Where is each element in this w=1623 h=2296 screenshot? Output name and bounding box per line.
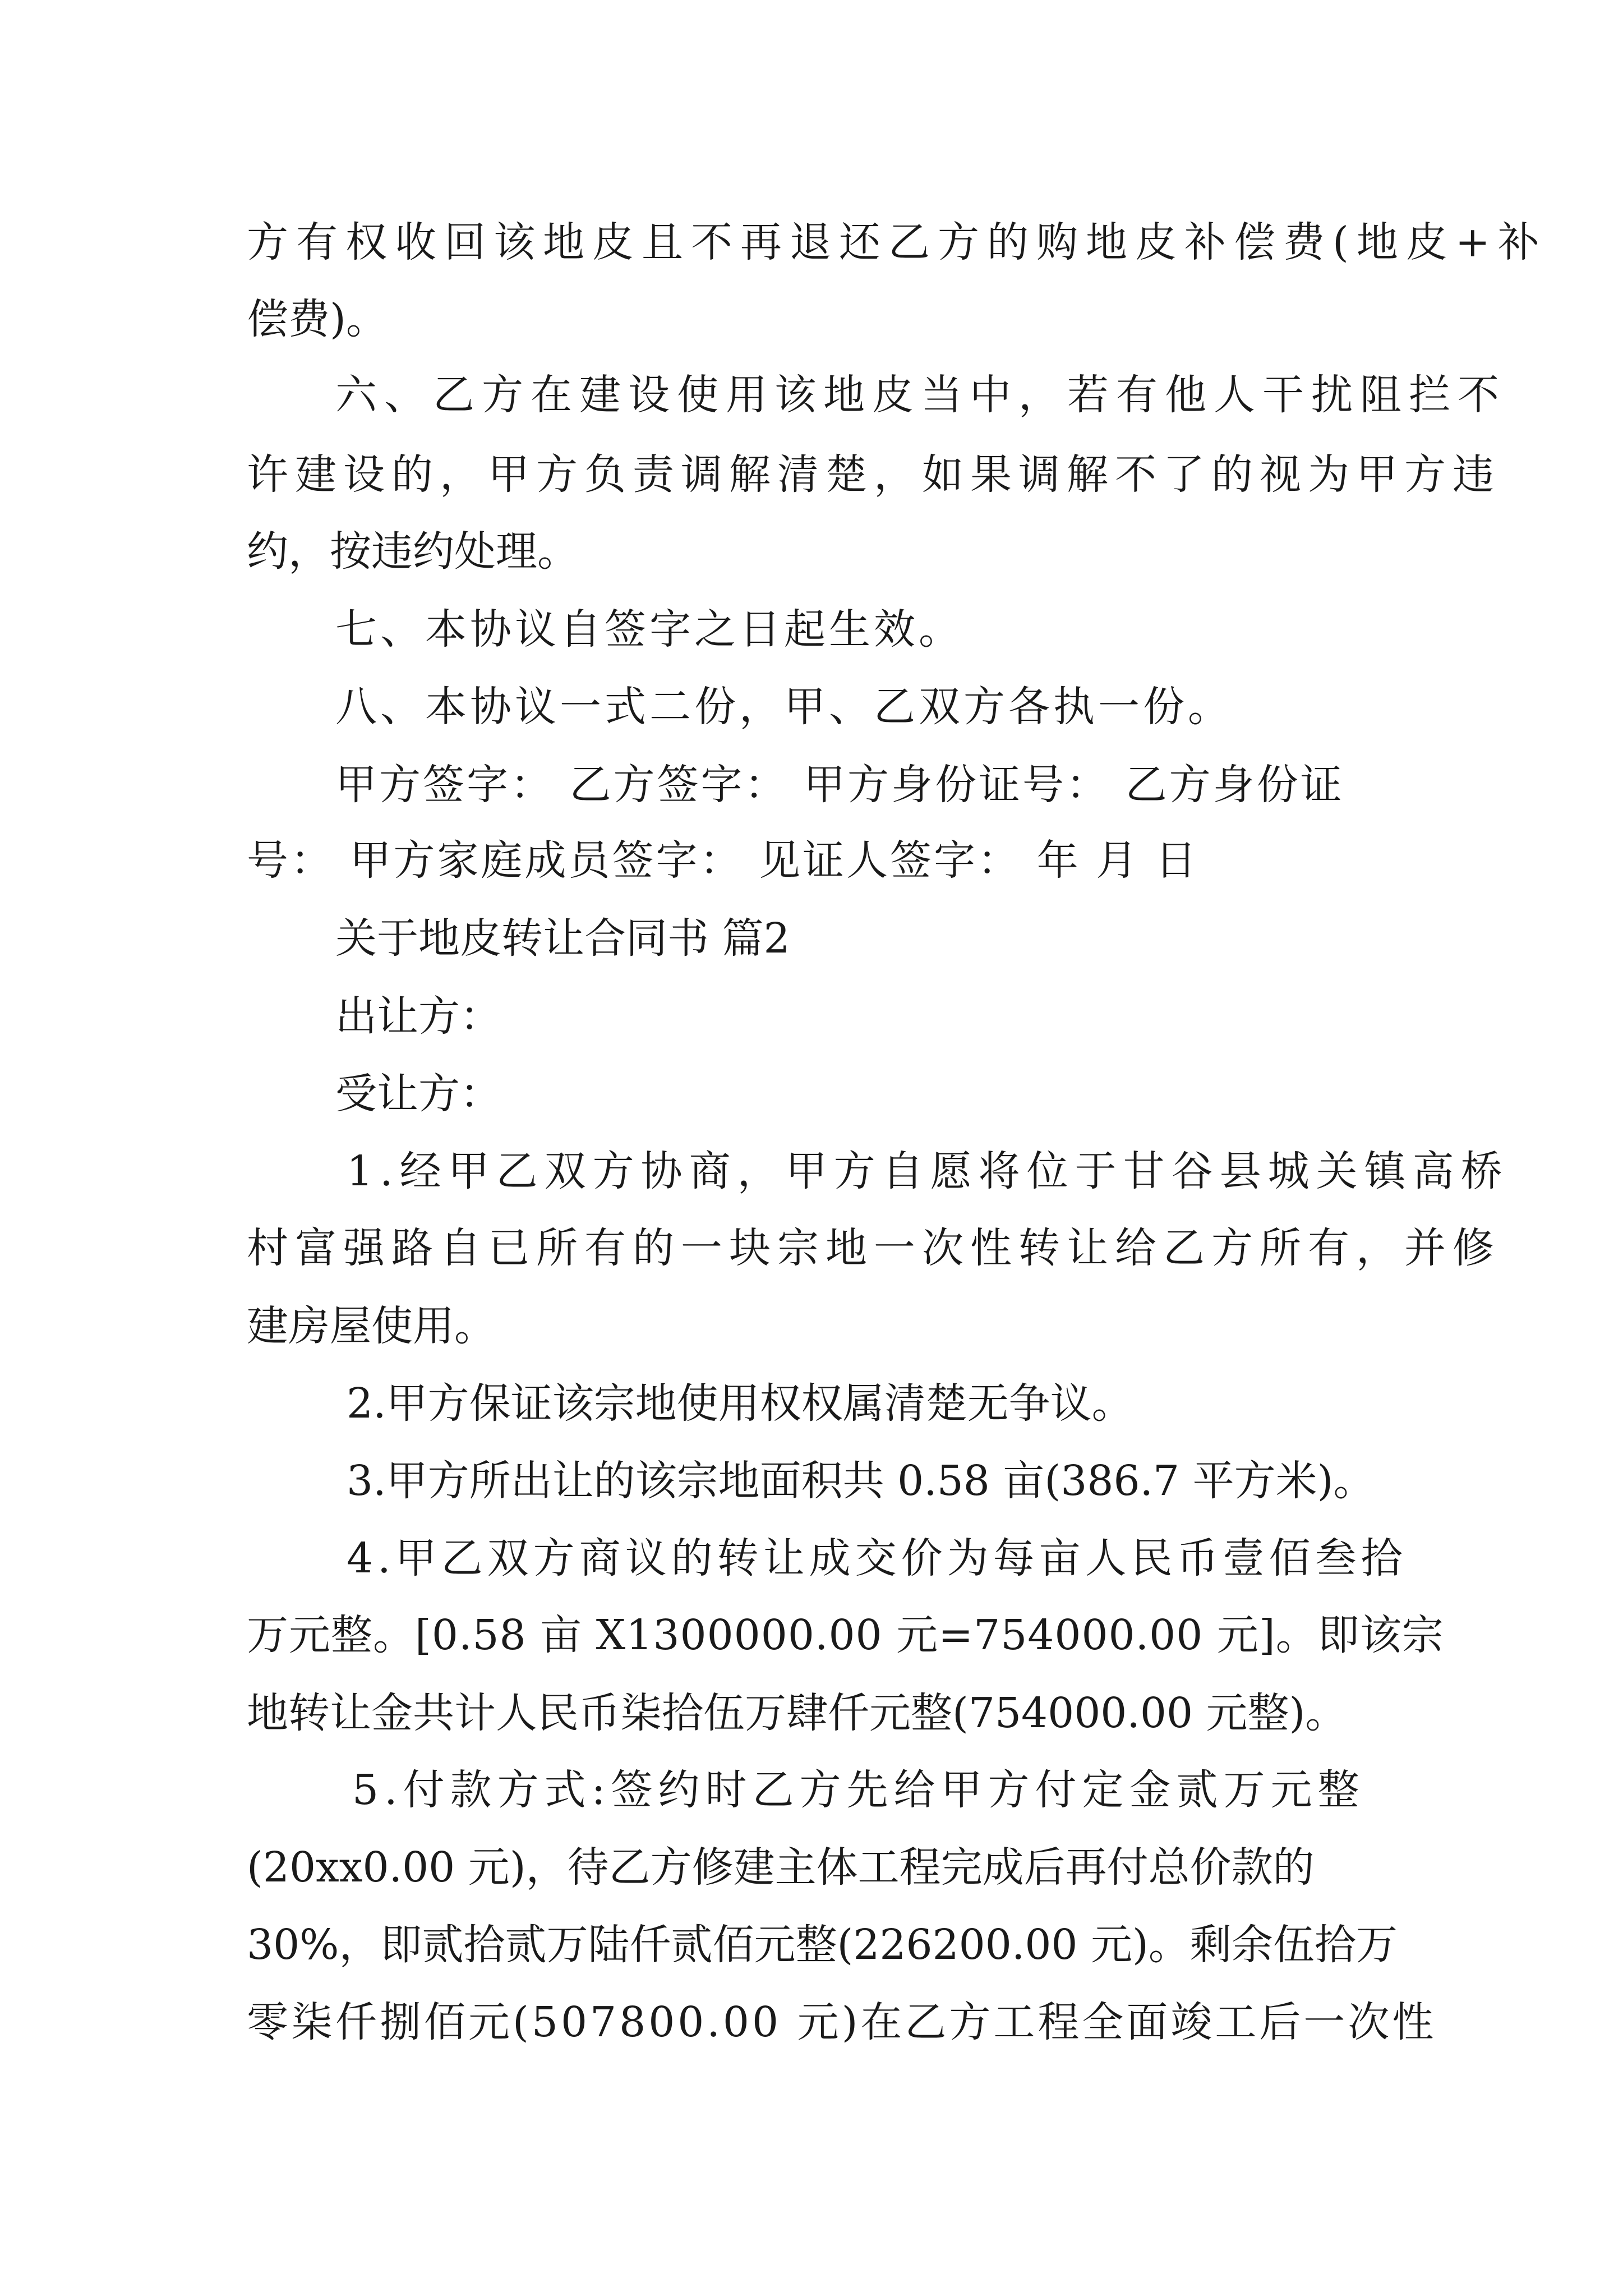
text-line: 许建设的，甲方负责调解清楚，如果调解不了的视为甲方违 [247, 450, 1501, 499]
text-line: 零柒仟捌佰元(507800.00 元)在乙方工程全面竣工后一次性 [247, 1998, 1437, 2046]
text-line: 地转让金共计人民币柒拾伍万肆仟元整(754000.00 元整)。 [247, 1689, 1347, 1737]
text-line: 七、本协议自签字之日起生效。 [335, 605, 963, 654]
text-line: 村富强路自已所有的一块宗地一次性转让给乙方所有，并修 [247, 1224, 1501, 1272]
text-line: 六、乙方在建设使用该地皮当中，若有他人干扰阻拦不 [335, 371, 1506, 419]
text-line: 方有权收回该地皮且不再退还乙方的购地皮补偿费(地皮+补 [247, 218, 1547, 266]
text-line: 30%，即贰拾贰万陆仟贰佰元整(226200.00 元)。剩余伍拾万 [247, 1921, 1398, 1969]
text-line: 2.甲方保证该宗地使用权权属清楚无争议。 [347, 1379, 1133, 1428]
text-line: 5.付款方式:签约时乙方先给甲方付定金贰万元整 [352, 1766, 1365, 1814]
signature-line: 甲方签字： 乙方签字： 甲方身份证号： 乙方身份证 [335, 761, 1344, 809]
text-line: 1.经甲乙双方协商，甲方自愿将位于甘谷县城关镇高桥 [347, 1147, 1509, 1195]
text-line: 八、本协议一式二份，甲、乙双方各执一份。 [335, 683, 1233, 731]
transferor-label: 出让方： [335, 992, 501, 1041]
signature-line: 号： 甲方家庭成员签字： 见证人签字： 年 月 日 [247, 836, 1199, 885]
text-line: 约，按违约处理。 [247, 527, 579, 576]
text-line: 4.甲乙双方商议的转让成交价为每亩人民币壹佰叁拾 [347, 1534, 1407, 1582]
text-line: 3.甲方所出让的该宗地面积共 0.58 亩(386.7 平方米)。 [347, 1457, 1375, 1505]
text-line: 偿费)。 [247, 295, 388, 343]
text-line: 建房屋使用。 [247, 1302, 496, 1350]
section-heading: 关于地皮转让合同书 篇2 [335, 914, 790, 963]
transferee-label: 受让方： [335, 1070, 501, 1118]
text-line: (20xx0.00 元)，待乙方修建主体工程完成后再付总价款的 [247, 1843, 1315, 1892]
text-line: 万元整。[0.58 亩 X1300000.00 元=754000.00 元]。即该宗 [247, 1611, 1444, 1659]
